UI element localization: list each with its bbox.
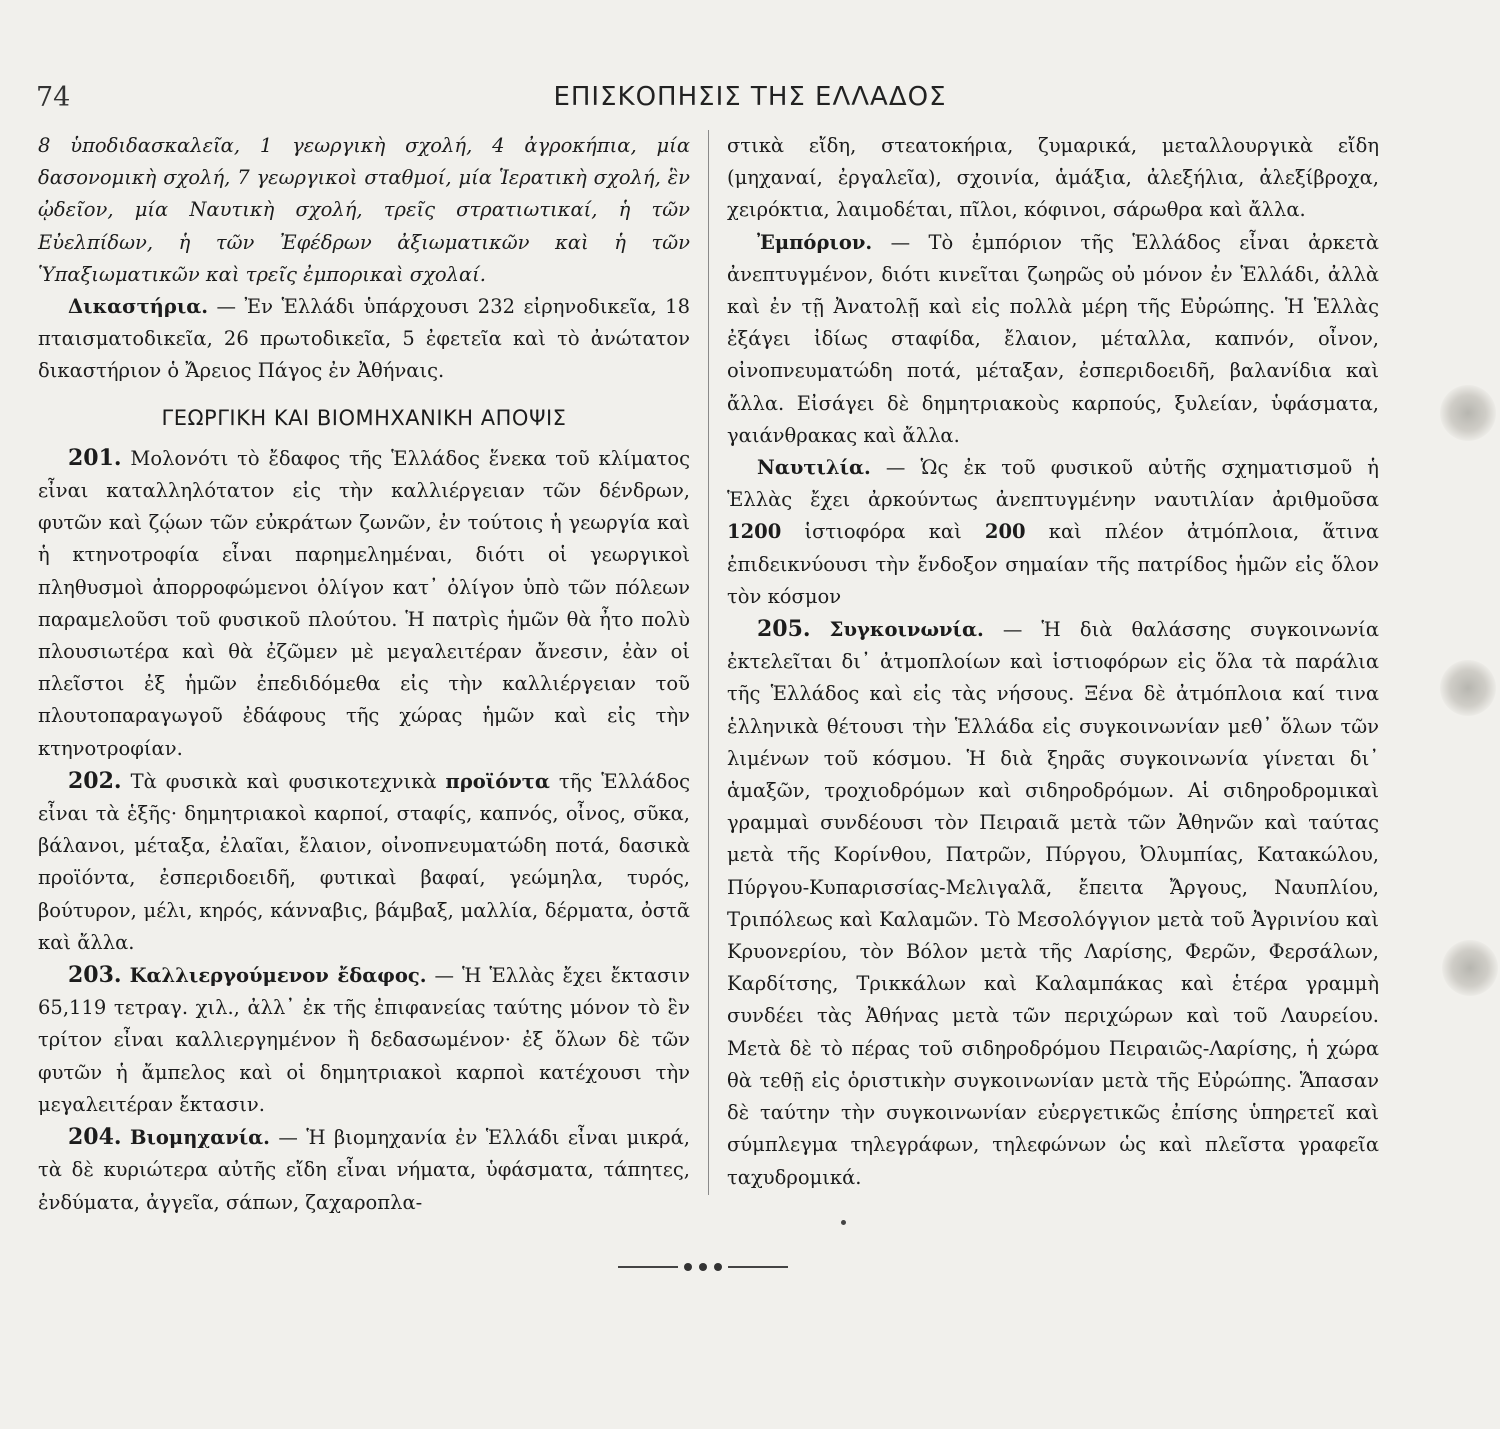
ornament-dot (699, 1263, 707, 1271)
paragraph-title: Βιομηχανία. (130, 1126, 270, 1150)
paragraph-text: — Ἡ Ἑλλὰς ἔχει ἔκτασιν 65,119 τετραγ. χιλ., ἀλλ᾽ ἐκ τῆς ἐπιφανείας ταύτης μόνον τὸ ἓν τρίτον εἶναι καλλιεργημένον ἢ δεδασωμένον· ἐξ ὅλων δὲ τῶν φυτῶν ἡ ἄμπελος καὶ οἱ δημητριακοὶ καρποὶ κατέχουσι τὴν μεγαλειτέραν ἔκτασιν. (38, 964, 690, 1116)
shipping-paragraph (727, 452, 1379, 613)
center-dot (841, 1220, 846, 1225)
page-number: 74 (36, 82, 71, 113)
paragraph-number: 204. (68, 1124, 122, 1151)
right-column (727, 130, 1379, 1194)
paragraph-number: 205. (757, 616, 811, 643)
paragraph-text: — Ἡ διὰ θαλάσσης συγκοινωνία ἐκτελεῖται δι᾽ ἀτμοπλοίων καὶ ἱστιοφόρων εἰς ὅλα τὰ παράλια τῆς Ἑλλάδος καὶ εἰς τὰς νήσους. Ξένα δὲ ἀτμόπλοια καί τινα ἑλληνικὰ θέτουσι τὴν Ἑλλάδα εἰς συγκοινωνίαν μεθ᾽ ὅλων τῶν λιμένων τοῦ κόσμου. Ἡ διὰ ξηρᾶς συγκοινωνία γίνεται δι᾽ ἁμαξῶν, τροχιοδρόμων καὶ σιδηροδρόμων. Αἱ σιδηροδρομικαὶ γραμμαὶ συνδέουσι τὸν Πειραιᾶ μετὰ τῶν Ἀθηνῶν καὶ ταύτας μετὰ τῆς Κορίνθου, Πατρῶν, Πύργου, Ὀλυμπίας, Κατακώλου, Πύργου-Κυπαρισσίας-Μελιγαλᾶ, ἔπειτα Ἄργους, Ναυπλίου, Τριπόλεως καὶ Καλαμῶν. Τὸ Μεσολόγγιον μετὰ τοῦ Ἀγρινίου καὶ Κρυονερίου, τὸν Βόλον μετὰ τῆς Λαρίσης, Φερῶν, Φερσάλων, Καρδίτσης, Τρικκάλων καὶ Καλαμπάκας καὶ ἑτέρα γραμμὴ συνδέει τὰς Ἀθήνας μετὰ τῶν περιχώρων καὶ τοῦ Λαυρείου. Μετὰ δὲ τὸ πέρας τοῦ σιδηροδρόμου Πειραιῶς-Λαρίσης, ἡ χώρα θὰ τεθῇ εἰς ὁριστικὴν συγκοινωνίαν μετὰ τῆς Εὐρώπης. Ἅπασαν δὲ ταύτην τὴν συγκοινωνίαν εὐεργετικῶς ἐπίσης ὑπηρετεῖ καὶ σύμπλεγμα τηλεγράφων, τηλεφώνων ὡς καὶ πλεῖστα γραφεῖα ταχυδρομικά. (727, 618, 1380, 1189)
paragraph-number: 202. (68, 767, 122, 794)
ornament-line-right (728, 1266, 788, 1268)
paragraph-text: — Τὸ ἐμπόριον τῆς Ἑλλάδος εἶναι ἀρκετὰ ἀνεπτυγμένον, διότι κινεῖται ζωηρῶς οὐ μόνον ἐν Ἑλλάδι, ἀλλὰ καὶ ἐν τῇ Ἀνατολῇ καὶ εἰς πολλὰ μέρη τῆς Εὐρώπης. Ἡ Ἑλλὰς ἐξάγει ἰδίως σταφίδα, ἔλαιον, μέταλλα, καπνόν, οἶνον, οἰνοπνευματώδη ποτά, μέταξαν, ἐσπεριδοειδῆ, βαλανίδια καὶ ἄλλα. Εἰσάγει δὲ δημητριακοὺς καρπούς, ξυλείαν, ὑφάσματα, γαιάνθρακας καὶ ἄλλα. (727, 230, 1379, 447)
paragraph-205 (727, 613, 1379, 1194)
ornament-dot (684, 1263, 692, 1271)
steamships-count: 200 (984, 520, 1026, 544)
paragraph-title: Καλλιεργούμενον ἔδαφος. (129, 964, 427, 988)
binding-hole (1440, 660, 1496, 716)
products-keyword: προϊόντα (445, 769, 550, 793)
paragraph-text: — Ὡς ἐκ τοῦ φυσικοῦ αὐτῆς σχηματισμοῦ ἡ Ἑλλὰς ἔχει ἀρκούντως ἀνεπτυγμένην ναυτιλίαν ἀριθμοῦσα (727, 456, 1379, 512)
courts-text: — Ἐν Ἑλλάδι ὑπάρχουσι 232 εἰρηνοδικεῖα, 18 πταισματοδικεῖα, 26 πρωτοδικεῖα, 5 ἐφετεῖα καὶ τὸ ἀνώτατον δικαστήριον ὁ Ἄρειος Πάγος ἐν Ἀθήναις. (38, 295, 690, 383)
paragraph-title: Ἐμπόριον. (757, 230, 873, 254)
paragraph-number: 201. (68, 444, 122, 471)
ornament-line-left (618, 1266, 678, 1268)
paragraph-204 (38, 1121, 690, 1219)
section-heading: ΓΕΩΡΓΙΚΗ ΚΑΙ ΒΙΟΜΗΧΑΝΙΚΗ ΑΠΟΨΙΣ (161, 405, 567, 430)
industry-continuation: στικὰ εἴδη, στεατοκήρια, ζυμαρικά, μεταλλουργικὰ εἴδη (μηχαναί, ἐργαλεῖα), σχοινία, ἁμάξια, ἀλεξήλια, ἀλεξίβροχα, χειρόκτια, λαιμοδέται, πῖλοι, κόφινοι, σάρωθρα καὶ ἄλλα. (727, 134, 1379, 222)
left-column (38, 130, 690, 1219)
paragraph-text: Τὰ φυσικὰ καὶ φυσικοτεχνικὰ (130, 769, 437, 793)
paragraph-text: ἱστιοφόρα καὶ (804, 520, 962, 544)
column-divider (708, 130, 709, 1195)
courts-title: Δικαστήρια. (68, 295, 209, 319)
schools-paragraph: 8 ὑποδιδασκαλεῖα, 1 γεωργικὴ σχολή, 4 ἀγροκήπια, μία δασονομικὴ σχολή, 7 γεωργικοὶ σταθμοί, μία Ἱερατικὴ σχολή, ἓν ᾠδεῖον, μία Ναυτικὴ σχολή, τρεῖς στρατιωτικαί, ἡ τῶν Εὐελπίδων, ἡ τῶν Ἐφέδρων ἀξιωματικῶν καὶ ἡ τῶν Ὑπαξιωματικῶν καὶ τρεῖς ἐμπορικαὶ σχολαί. (38, 134, 690, 286)
end-ornament (618, 1262, 788, 1272)
paragraph-203 (38, 959, 690, 1121)
courts-paragraph (38, 291, 690, 388)
commerce-paragraph (727, 227, 1379, 452)
paragraph-text: Μολονότι τὸ ἔδαφος τῆς Ἑλλάδος ἕνεκα τοῦ κλίματος εἶναι καταλληλότατον εἰς τὴν καλλιέργειαν τῶν δένδρων, φυτῶν καὶ ζῴων τῶν εὐκράτων ζωνῶν, ἐν τούτοις ἡ γεωργία καὶ ἡ κτηνοτροφία εἶναι παρημελημέναι, διότι οἱ γεωργικοὶ πληθυσμοὶ ἀπορροφώμενοι ὀλίγον κατ᾽ ὀλίγον ὑπὸ τῶν πόλεων παραμελοῦσι τοῦ φυσικοῦ πλούτου. Ἡ πατρὶς ἡμῶν θὰ ἦτο πολὺ πλουσιωτέρα καὶ θὰ ἐζῶμεν μὲ μεγαλειτέραν ἄνεσιν, ἐὰν οἱ πλεῖστοι ἐξ ἡμῶν ἐπεδιδόμεθα εἰς τὴν καλλιέργειαν τοῦ πλουτοπαραγωγοῦ ἐδάφους τῆς χώρας ἡμῶν καὶ εἰς τὴν κτηνοτροφίαν. (38, 446, 690, 760)
paragraph-202 (38, 765, 690, 959)
sailing-ships-count: 1200 (727, 520, 782, 544)
paragraph-title: Ναυτιλία. (757, 456, 871, 480)
paragraph-text: καὶ πλέον ἀτμόπλοια, ἅτινα ἐπιδεικνύουσι τὴν ἔνδοξον σημαίαν τῆς πατρίδος ἡμῶν εἰς ὅλον τὸν κόσμον (727, 520, 1380, 608)
paragraph-title: Συγκοινωνία. (829, 618, 984, 642)
ornament-dot (714, 1263, 722, 1271)
binding-hole (1442, 940, 1498, 996)
paragraph-201 (38, 442, 690, 765)
running-title: ΕΠΙΣΚΟΠΗΣΙΣ ΤΗΣ ΕΛΛΑΔΟΣ (553, 82, 947, 112)
paragraph-number: 203. (68, 962, 122, 989)
binding-hole (1440, 385, 1496, 441)
paragraph-text: — Ἡ βιομηχανία ἐν Ἑλλάδι εἶναι μικρά, τὰ δὲ κυριώτερα αὐτῆς εἴδη εἶναι νήματα, ὑφάσματα, τάπητες, ἐνδύματα, ἀγγεῖα, σάπων, ζαχαροπλα- (38, 1126, 691, 1214)
paragraph-text: τῆς Ἑλλάδος εἶναι τὰ ἑξῆς· δημητριακοὶ καρποί, σταφίς, καπνός, οἶνος, σῦκα, βάλανοι, μέταξα, ἐλαῖαι, ἔλαιον, οἰνοπνευματώδη ποτά, δασικὰ προϊόντα, ἐσπεριδοειδῆ, φυτικαὶ βαφαί, γεώμηλα, τυρός, βούτυρον, μέλι, κηρός, κάνναβις, βάμβαξ, μαλλία, δέρματα, ὀστᾶ καὶ ἄλλα. (38, 769, 690, 954)
